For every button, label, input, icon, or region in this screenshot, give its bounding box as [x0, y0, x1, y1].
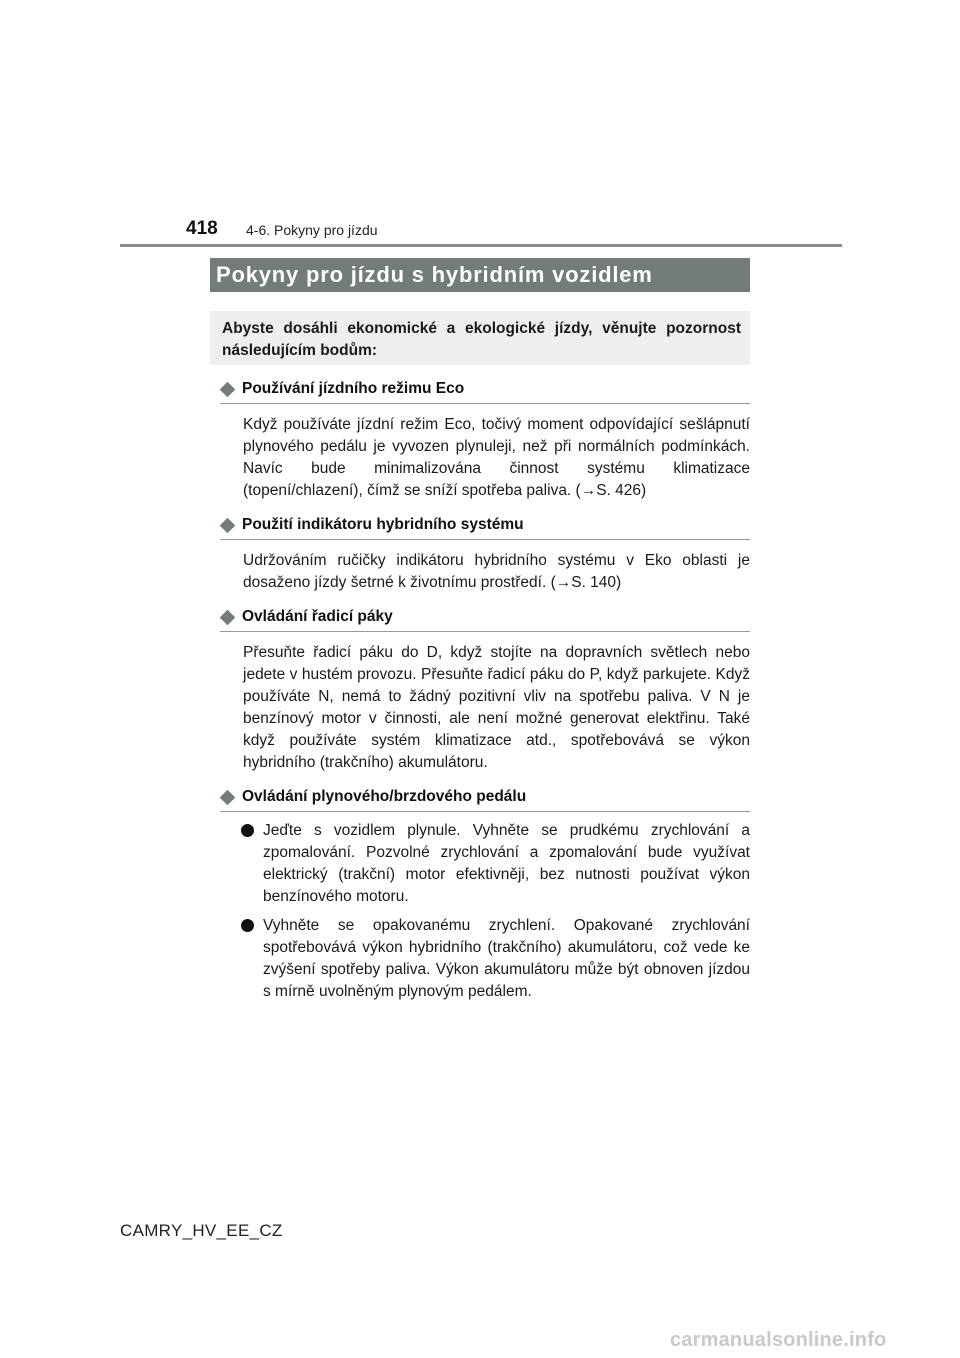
page-number: 418 — [186, 218, 218, 239]
list-item — [241, 915, 750, 1003]
page-title: Pokyny pro jízdu s hybridním vozidlem — [210, 258, 750, 292]
bullet-text: Vyhněte se opakovanému zrychlení. Opakované zrychlování spotřebovává výkon hybridního (trakčního) akumulátoru, což vede ke zvýšení spotřeby paliva. Výkon akumulátoru může být obnoven jízdou s mírně uvolněným plynovým pedálem. — [263, 917, 750, 1000]
watermark: carmanualsonline.info — [670, 1329, 887, 1351]
diamond-icon — [220, 789, 236, 805]
list-item — [241, 820, 750, 908]
section-label: 4-6. Pokyny pro jízdu — [246, 222, 378, 238]
bullet-list — [241, 820, 750, 1003]
bullet-text: Jeďte s vozidlem plynule. Vyhněte se prudkému zrychlování a zpomalování. Pozvolné zrychlování a zpomalování bude využívat elektrický (trakční) motor efektivněji, bez nutnosti používat výkon benzínového motoru. — [263, 822, 750, 905]
section-heading — [220, 378, 750, 404]
bullet-icon — [241, 824, 254, 837]
section-heading — [220, 606, 750, 632]
bullet-icon — [241, 919, 254, 932]
header-divider — [120, 244, 842, 247]
section-heading-text: Ovládání plynového/brzdového pedálu — [242, 788, 527, 805]
section-text: Když používáte jízdní režim Eco, točivý moment odpovídající sešlápnutí plynového pedálu je vyvozen plynuleji, než při normálních podmínkách. Navíc bude minimalizována činnost systému klimatizace (topení/chlazení), čímž se sníží spotřeba paliva. (→S. 426) — [243, 416, 750, 499]
content — [220, 378, 750, 1015]
section-heading — [220, 786, 750, 812]
diamond-icon — [220, 517, 236, 533]
section-heading-text: Ovládání řadicí páky — [242, 608, 393, 625]
section-text: Přesuňte řadicí páku do D, když stojíte na dopravních světlech nebo jedete v hustém provozu. Přesuňte řadicí páku do P, když parkujete. Když používáte N, nemá to žádný pozitivní vliv na spotřebu paliva. V N je benzínový motor v činnosti, ale není možné generovat elektřinu. Také když používáte systém klimatizace atd., spotřebovává se výkon hybridního (trakčního) akumulátoru. — [243, 644, 750, 771]
section-pedal-control — [220, 786, 750, 1003]
section-heading-text: Použití indikátoru hybridního systému — [242, 516, 524, 533]
section-heading — [220, 514, 750, 540]
section-shift-lever — [220, 606, 750, 774]
footer-code: CAMRY_HV_EE_CZ — [120, 1221, 283, 1240]
diamond-icon — [220, 381, 236, 397]
diamond-icon — [220, 609, 236, 625]
intro-text: Abyste dosáhli ekonomické a ekologické jízdy, věnujte pozornost následujícím bodům: — [222, 320, 741, 359]
section-hybrid-indicator — [220, 514, 750, 594]
section-heading-text: Používání jízdního režimu Eco — [242, 380, 465, 397]
intro-box — [210, 311, 750, 365]
section-text: Udržováním ručičky indikátoru hybridního systému v Eko oblasti je dosaženo jízdy šetrné k životnímu prostředí. (→S. 140) — [243, 552, 750, 591]
section-eco-mode — [220, 378, 750, 502]
